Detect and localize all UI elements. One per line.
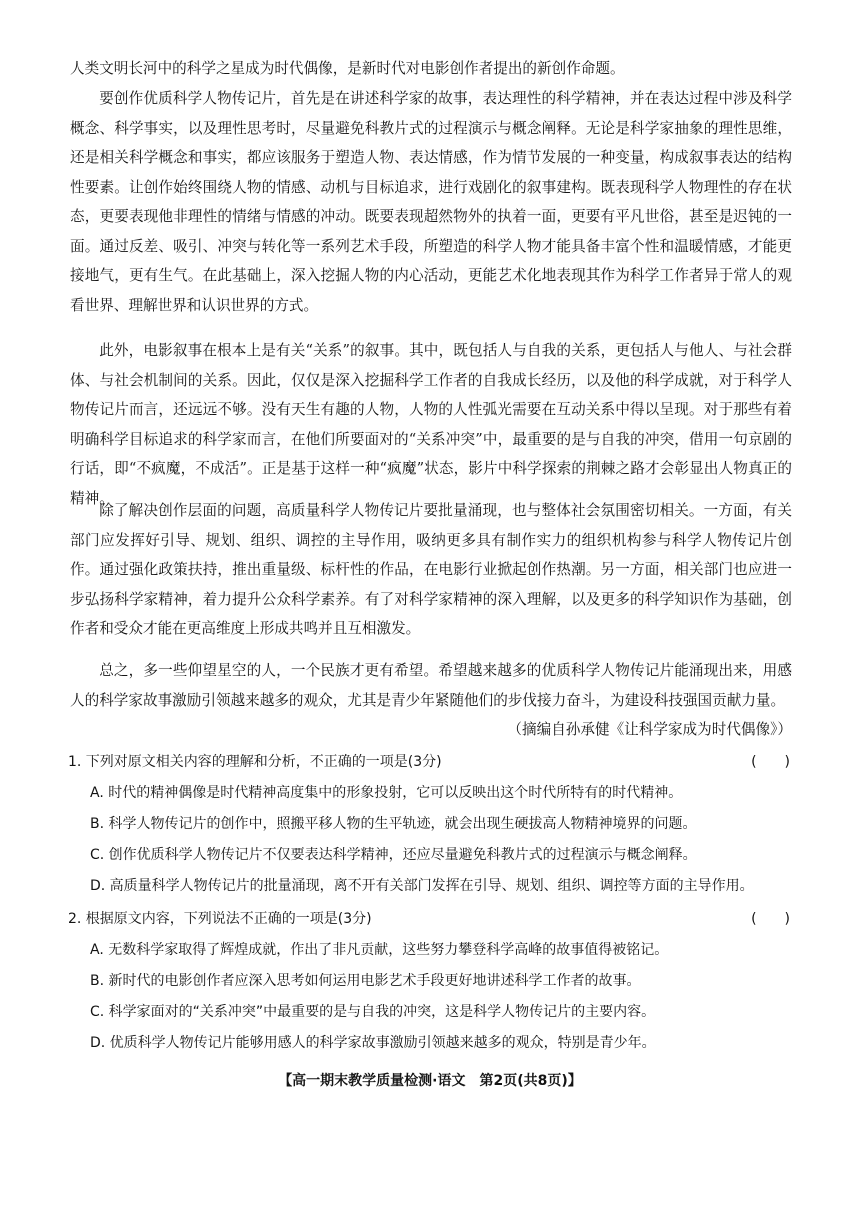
option-d: D. 高质量科学人物传记片的批量涌现，离不开有关部门发挥在引导、规划、组织、调控等方面的主导作用。	[90, 878, 754, 894]
option-d: D. 优质科学人物传记片能够用感人的科学家故事激励引领越来越多的观众，特别是青少年。	[90, 1035, 656, 1051]
article-paragraph-5: 总之，多一些仰望星空的人，一个民族才更有希望。希望越来越多的优质科学人物传记片能涌现出来，用感人的科学家故事激励引领越来越多的观众，尤其是青少年紧随他们的步伐接力奋斗，为建设科技强国贡献力量。	[70, 662, 792, 709]
question-2	[68, 909, 792, 1053]
answer-bracket: ( )	[751, 754, 790, 770]
article-source: （摘编自孙承健《让科学家成为时代偶像》）	[507, 721, 792, 738]
option-b: B. 新时代的电影创作者应深入思考如何运用电影艺术手段更好地讲述科学工作者的故事。	[90, 973, 641, 989]
article-paragraph-4: 除了解决创作层面的问题，高质量科学人物传记片要批量涌现，也与整体社会氛围密切相关。一方面，有关部门应发挥好引导、规划、组织、调控的主导作用，吸纳更多具有制作实力的组织机构参与科学人物传记片创作。通过强化政策扶持，推出重量级、标杆性的作品，在电影行业掀起创作热潮。另一方面，相关部门也应进一步弘扬科学家精神，着力提升公众科学素养。有了对科学家精神的深入理解，以及更多的科学知识作为基础，创作者和受众才能在更高维度上形成共鸣并且互相激发。	[70, 502, 792, 637]
question-stem	[68, 909, 792, 929]
question-2-stem: 2. 根据原文内容，下列说法不正确的一项是(3分)	[68, 911, 372, 927]
page-footer: 【高一期末教学质量检测·语文 第2页(共8页)】	[278, 1073, 582, 1089]
question-stem	[68, 752, 792, 772]
option-b: B. 科学人物传记片的创作中，照搬平移人物的生平轨迹，就会出现生硬拔高人物精神境界的问题。	[90, 816, 697, 832]
question-1-stem: 1. 下列对原文相关内容的理解和分析，不正确的一项是(3分)	[68, 754, 442, 770]
option-c: C. 创作优质科学人物传记片不仅要表达科学精神，还应尽量避免科教片式的过程演示与概念阐释。	[90, 847, 697, 863]
option-a: A. 无数科学家取得了辉煌成就，作出了非凡贡献，这些努力攀登科学高峰的故事值得被铭记。	[90, 942, 669, 958]
option-c: C. 科学家面对的“关系冲突”中最重要的是与自我的冲突，这是科学人物传记片的主要内容。	[90, 1004, 656, 1020]
answer-bracket: ( )	[751, 911, 790, 927]
article-paragraph-2: 要创作优质科学人物传记片，首先是在讲述科学家的故事，表达理性的科学精神，并在表达过程中涉及科学概念、科学事实，以及理性思考时，尽量避免科教片式的过程演示与概念阐释。无论是科学家抽象的理性思维，还是相关科学概念和事实，都应该服务于塑造人物、表达情感，作为情节发展的一种变量，构成叙事表达的结构性要素。让创作始终围绕人物的情感、动机与目标追求，进行戏剧化的叙事建构。既表现科学人物理性的存在状态，更要表现他非理性的情绪与情感的冲动。既要表现超然物外的执着一面，更要有平凡世俗，甚至是迟钝的一面。通过反差、吸引、冲突与转化等一系列艺术手段，所塑造的科学人物才能具备丰富个性和温暖情感，才能更接地气，更有生气。在此基础上，深入挖掘人物的内心活动，更能艺术化地表现其作为科学工作者异于常人的观看世界、理解世界和认识世界的方式。	[70, 90, 792, 314]
article-paragraph-3: 此外，电影叙事在根本上是有关“关系”的叙事。其中，既包括人与自我的关系，更包括人与他人、与社会群体、与社会机制间的关系。因此，仅仅是深入挖掘科学工作者的自我成长经历，以及他的科学成就，对于科学人物传记片而言，还远远不够。没有天生有趣的人物，人物的人性弧光需要在互动关系中得以呈现。对于那些有着明确科学目标追求的科学家而言，在他们所要面对的“关系冲突”中，最重要的是与自我的冲突，借用一句京剧的行话，即“不疯魔，不成活”。正是基于这样一种“疯魔”状态，影片中科学探索的荆棘之路才会彰显出人物真正的精神。	[70, 342, 792, 507]
question-1	[68, 752, 792, 896]
article-paragraph-1: 人类文明长河中的科学之星成为时代偶像，是新时代对电影创作者提出的新创作命题。	[70, 60, 625, 77]
option-a: A. 时代的精神偶像是时代精神高度集中的形象投射，它可以反映出这个时代所特有的时代精神。	[90, 785, 683, 801]
